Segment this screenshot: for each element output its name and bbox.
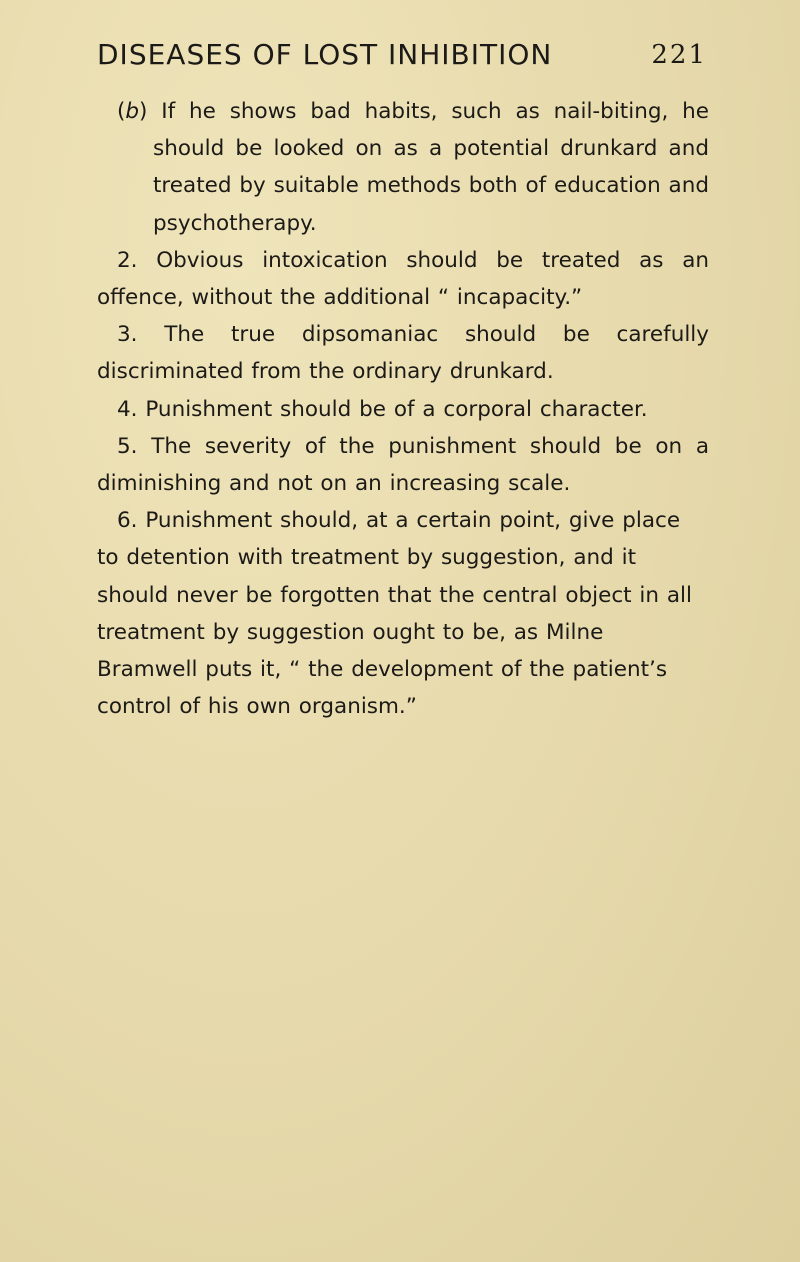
paragraph-label-close: ) [139,99,148,124]
chapter-title: DISEASES OF LOST INHIBITION [97,38,553,71]
paragraph-label: 5. [117,433,138,459]
paragraph-label: b [125,99,140,124]
body-text [97,93,709,725]
paragraph-text: Punishment should, at a certain point, give place to detention with treatment by suggestion, and it should never be forgotten that the central object in all treatment by suggestion ought to be, as Milne Bramwell puts it, “ the development of the patient’s control of his own organism.” [97,508,692,720]
page-number: 221 [651,40,707,70]
paragraph-text: Punishment should be of a corporal character. [137,396,648,422]
paragraph-label: 6. [117,508,138,534]
paragraph-3 [97,316,709,390]
paragraph-text: The true dipsomaniac should be carefully discriminated from the ordinary drunkard. [97,322,709,385]
paragraph-text: The severity of the punishment should be on a diminishing and not on an increasing scale. [97,433,709,497]
paragraph-6 [97,502,709,725]
paragraph-text: Obvious intoxication should be treated as an offence, without the additional “ incapacity.” [97,247,709,311]
paragraph-label: 3. [117,322,138,348]
paragraph-label: 4. [117,396,138,422]
paragraph-5 [97,428,709,502]
paragraph-text: If he shows bad habits, such as nail-biting, he should be looked on as a potential drunkard and treated by suitable methods both of education and psychotherapy. [147,99,709,236]
running-head [97,30,707,80]
paragraph-2 [97,242,709,316]
paragraph-b [97,93,709,242]
paragraph-label: 2. [117,247,138,273]
paragraph-label-open: ( [117,99,126,124]
paragraph-4 [97,391,709,428]
